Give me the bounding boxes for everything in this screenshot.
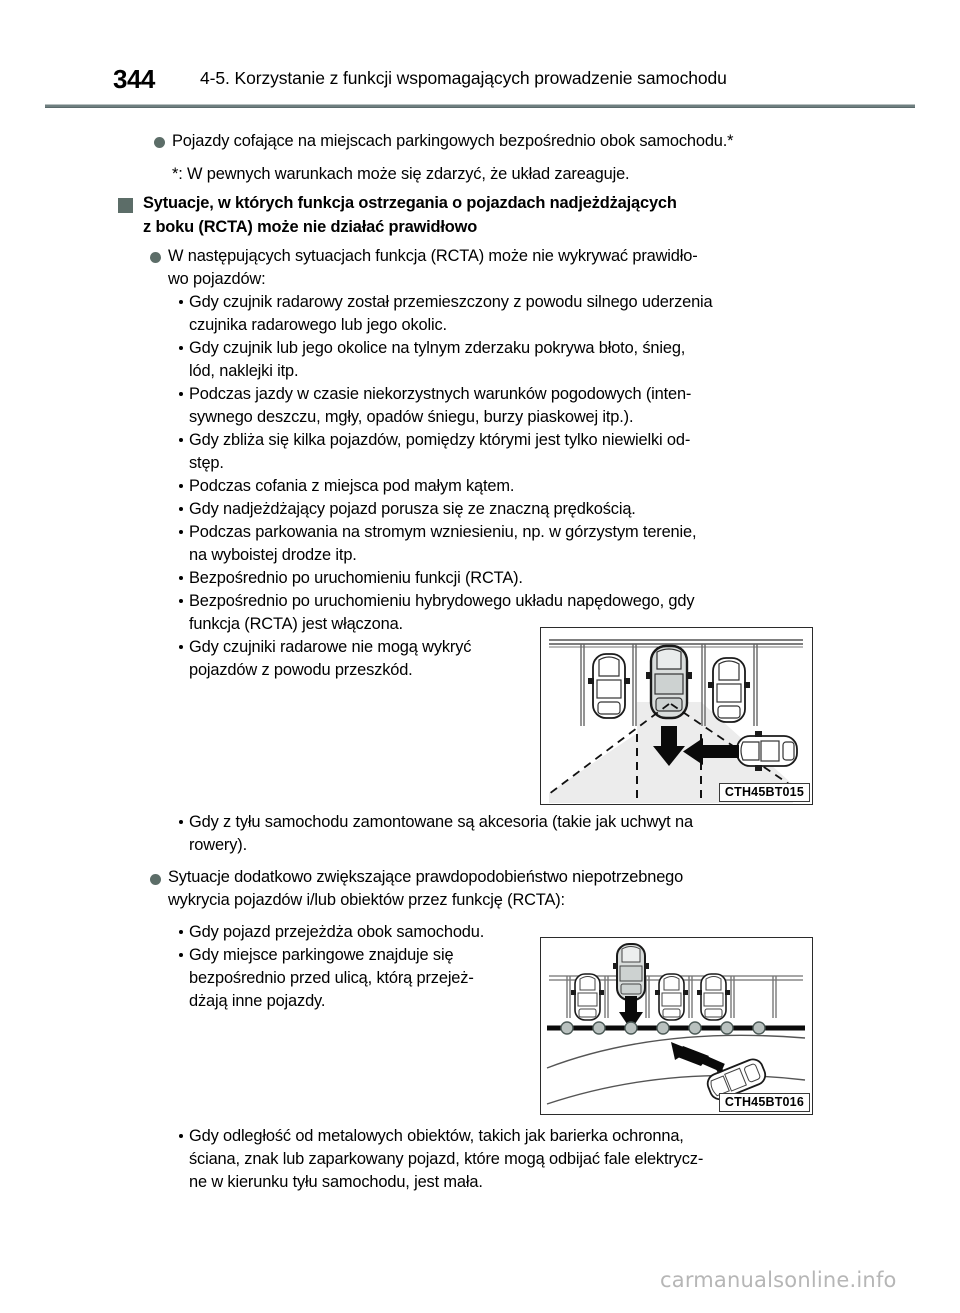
list-item-line: ne w kierunku tyłu samochodu, jest mała. (189, 1173, 483, 1191)
list-item-line: czujnika radarowego lub jego okolic. (189, 316, 447, 334)
list-item-line: dżają inne pojazdy. (189, 992, 326, 1010)
list-item-line: Bezpośrednio po uruchomieniu funkcji (RCTA). (189, 569, 523, 587)
sub-bullet-icon (179, 930, 183, 934)
list-item-line: funkcja (RCTA) jest włączona. (189, 615, 403, 633)
figure-code-label: CTH45BT015 (719, 783, 810, 802)
parked-car-b (655, 974, 688, 1020)
intro-bullet-text: Pojazdy cofające na miejscach parkingowych bezpośrednio obok samochodu.* (172, 132, 734, 150)
list-item-line: Gdy czujnik lub jego okolice na tylnym zderzaku pokrywa błoto, śnieg, (189, 339, 686, 357)
sub-bullet-icon (179, 300, 183, 304)
second-lead-line1: Sytuacje dodatkowo zwiększające prawdopodobieństwo niepotrzebnego (168, 868, 684, 886)
sub-bullet-icon (179, 1134, 183, 1138)
sub-bullet-icon (179, 346, 183, 350)
lead-line2: wo pojazdów: (168, 270, 266, 288)
list-item-line: bezpośrednio przed ulicą, którą przejeż- (189, 969, 474, 987)
list-item-line: Podczas cofania z miejsca pod małym kątem. (189, 477, 515, 495)
parked-car-left (588, 654, 630, 718)
approaching-car (737, 731, 797, 771)
sub-bullet-icon (179, 438, 183, 442)
lead-line1: W następujących sytuacjach funkcja (RCTA) może nie wykrywać prawidło- (168, 247, 698, 265)
list-item-line: Bezpośrednio po uruchomieniu hybrydowego układu napędowego, gdy (189, 592, 695, 610)
list-item-line: rowery). (189, 836, 247, 854)
sub-bullet-icon (179, 820, 183, 824)
sub-bullet-icon (179, 953, 183, 957)
figure-rcta-parking-lot (540, 627, 813, 805)
list-item-line: Gdy odległość od metalowych obiektów, takich jak barierka ochronna, (189, 1127, 684, 1145)
list-item-line: Gdy zbliża się kilka pojazdów, pomiędzy którymi jest tylko niewielki od- (189, 431, 691, 449)
list-item-line: Podczas jazdy w czasie niekorzystnych warunków pogodowych (inten- (189, 385, 692, 403)
page-header (45, 64, 915, 102)
square-section-marker-icon (118, 198, 133, 213)
sub-bullet-icon (179, 576, 183, 580)
list-item-line: pojazdów z powodu przeszkód. (189, 661, 413, 679)
ego-car (613, 944, 649, 1000)
passing-direction-arrow-icon (671, 1042, 723, 1068)
list-item-line: Podczas parkowania na stromym wzniesieniu, np. w górzystym terenie, (189, 523, 697, 541)
list-item-line: Gdy pojazd przejeżdża obok samochodu. (189, 923, 485, 941)
parked-car-a (571, 974, 604, 1020)
sub-bullet-icon (179, 599, 183, 603)
parked-car-c (697, 974, 730, 1020)
list-item-line: Gdy miejsce parkingowe znajduje się (189, 946, 454, 964)
round-bullet-icon (154, 137, 165, 148)
list-item-line: Gdy czujniki radarowe nie mogą wykryć (189, 638, 472, 656)
parked-car-right (708, 658, 750, 722)
sub-bullet-icon (179, 645, 183, 649)
ego-car (646, 646, 692, 718)
sub-bullet-icon (179, 507, 183, 511)
header-divider (45, 104, 915, 108)
list-item-line: lód, naklejki itp. (189, 362, 299, 380)
footnote-text: *: W pewnych warunkach może się zdarzyć, że układ zareaguje. (172, 165, 630, 183)
round-bullet-icon (150, 252, 161, 263)
sub-bullet-icon (179, 484, 183, 488)
figure-parking-next-to-street (540, 937, 813, 1115)
section-heading-line2: z boku (RCTA) może nie działać prawidłowo (143, 218, 478, 236)
list-item-line: ściana, znak lub zaparkowany pojazd, które mogą odbijać fale elektrycz- (189, 1150, 704, 1168)
sub-bullet-icon (179, 392, 183, 396)
list-item-line: Gdy czujnik radarowy został przemieszczony z powodu silnego uderzenia (189, 293, 713, 311)
figure-code-label: CTH45BT016 (719, 1093, 810, 1112)
section-heading-line1: Sytuacje, w których funkcja ostrzegania o pojazdach nadjeżdżających (143, 194, 677, 212)
site-watermark: carmanualsonline.info (660, 1268, 897, 1292)
list-item-line: Gdy nadjeżdżający pojazd porusza się ze znaczną prędkością. (189, 500, 636, 518)
second-lead-line2: wykrycia pojazdów i/lub obiektów przez funkcję (RCTA): (168, 891, 565, 909)
list-item-line: na wyboistej drodze itp. (189, 546, 357, 564)
round-bullet-icon (150, 874, 161, 885)
page-number: 344 (113, 64, 155, 94)
list-item-line: stęp. (189, 454, 224, 472)
list-item-line: sywnego deszczu, mgły, opadów śniegu, burzy piaskowej itp.). (189, 408, 634, 426)
list-item-line: Gdy z tyłu samochodu zamontowane są akcesoria (takie jak uchwyt na (189, 813, 693, 831)
sub-bullet-icon (179, 530, 183, 534)
page-title: 4-5. Korzystanie z funkcji wspomagających prowadzenie samochodu (200, 68, 727, 88)
